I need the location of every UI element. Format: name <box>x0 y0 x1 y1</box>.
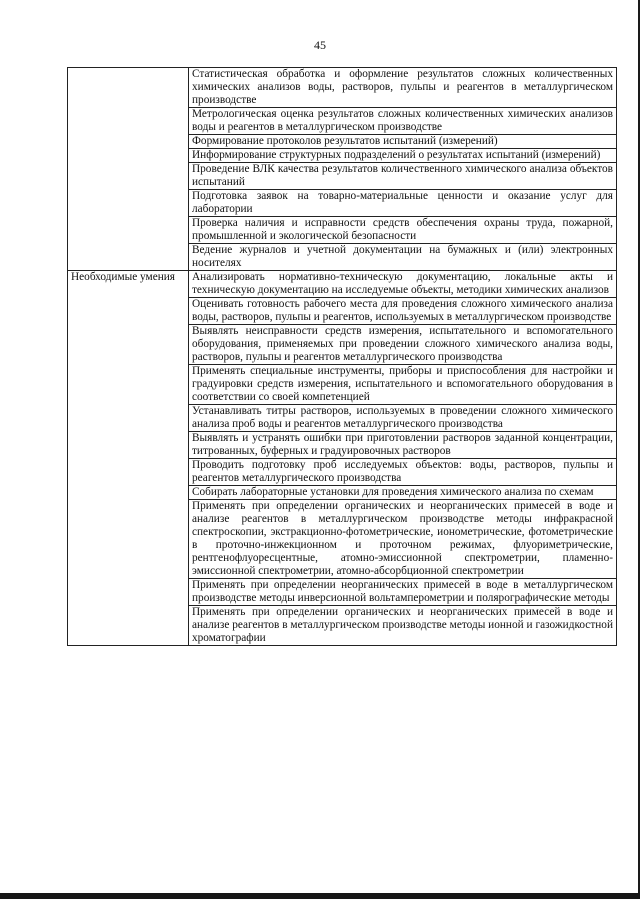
item-text: Статистическая обработка и оформление результатов сложных количественных химических анализов воды, растворов, пульпы и реагентов в металлургическом производстве <box>189 68 617 108</box>
scan-bottom-edge <box>0 893 640 899</box>
item-text: Метрологическая оценка результатов сложных количественных химических анализов воды и реагентов в металлургическом производстве <box>189 108 617 135</box>
item-text: Применять при определении органических и неорганических примесей в воде и анализе реагентов в металлургическом производстве методы инфракрасной спектроскопии, экстракционно-фотометрические, ионометрические, фотометрические в проточно-инжекционном и проточном режимах, флуориметрические, рентгенофлуоресцентные, атомно-эмиссионной спектрометрии, пламенно-эмиссионной спектрометрии, атомно-абсорбционной спектрометрии <box>189 500 617 579</box>
item-text: Информирование структурных подразделений о результатах испытаний (измерений) <box>189 149 617 163</box>
item-text: Проверка наличия и исправности средств обеспечения охраны труда, пожарной, промышленной и экологической безопасности <box>189 217 617 244</box>
item-text: Собирать лабораторные установки для проведения химического анализа по схемам <box>189 486 617 500</box>
table-body <box>68 68 617 646</box>
table-row <box>68 271 617 298</box>
group-heading: Необходимые умения <box>68 271 189 646</box>
item-text: Ведение журналов и учетной документации на бумажных и (или) электронных носителях <box>189 244 617 271</box>
item-text: Применять при определении органических и неорганических примесей в воде и анализе реагентов в металлургическом производстве методы ионной и газожидкостной хроматографии <box>189 606 617 646</box>
item-text: Подготовка заявок на товарно-материальные ценности и оказание услуг для лаборатории <box>189 190 617 217</box>
item-text: Выявлять и устранять ошибки при приготовлении растворов заданной концентрации, титрованных, буферных и градуировочных растворов <box>189 432 617 459</box>
item-text: Формирование протоколов результатов испытаний (измерений) <box>189 135 617 149</box>
table-row <box>68 68 617 108</box>
item-text: Проводить подготовку проб исследуемых объектов: воды, растворов, пульпы и реагентов металлургического производства <box>189 459 617 486</box>
item-text: Устанавливать титры растворов, используемых в проведении сложного химического анализа проб воды и реагентов металлургического производства <box>189 405 617 432</box>
group-heading <box>68 68 189 271</box>
item-text: Применять при определении неорганических примесей в воде в металлургическом производстве методы инверсионной вольтамперометрии и полярографические методы <box>189 579 617 606</box>
item-text: Проведение ВЛК качества результатов количественного химического анализа объектов испытаний <box>189 163 617 190</box>
item-text: Оценивать готовность рабочего места для проведения сложного химического анализа воды, растворов, пульпы и реагентов, используемых в металлургическом производстве <box>189 298 617 325</box>
item-text: Выявлять неисправности средств измерения, испытательного и вспомогательного оборудования, применяемых при проведении сложного химического анализа воды, растворов, пульпы и реагентов металлургического производства <box>189 325 617 365</box>
qualification-table <box>67 67 617 646</box>
item-text: Применять специальные инструменты, приборы и приспособления для настройки и градуировки средств измерения, испытательного и вспомогательного оборудования в соответствии со своей компетенцией <box>189 365 617 405</box>
page-number: 45 <box>314 38 326 52</box>
item-text: Анализировать нормативно-техническую документацию, локальные акты и техническую документацию на исследуемые объекты, методики химических анализов <box>189 271 617 298</box>
